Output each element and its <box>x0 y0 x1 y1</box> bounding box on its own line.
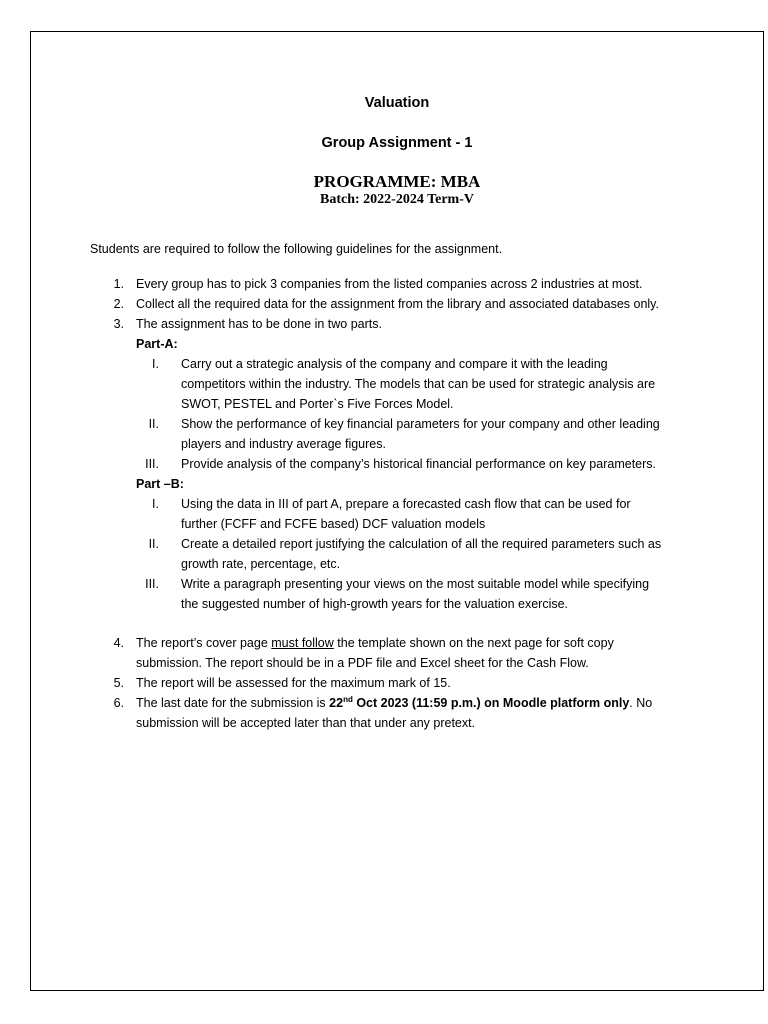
item-4-line-2: submission. The report should be in a PDF file and Excel sheet for the Cash Flow. <box>136 656 589 670</box>
course-title: Valuation <box>364 95 430 111</box>
roman-numeral: I. <box>152 497 159 511</box>
deadline-text: Oct 2023 (11:59 p.m.) on Moodle platform only <box>352 696 630 710</box>
part-a-2-line: players and industry average figures. <box>181 437 386 451</box>
part-a-3-line: Provide analysis of the company’s historical financial performance on key parameters. <box>181 457 656 471</box>
text-span: . No <box>629 696 653 710</box>
roman-numeral: III. <box>145 457 159 471</box>
part-a-1-line: Carry out a strategic analysis of the company and compare it with the leading <box>181 357 608 371</box>
item-number: 6. <box>113 696 124 710</box>
document-page <box>30 31 764 991</box>
item-1-text: Every group has to pick 3 companies from the listed companies across 2 industries at most. <box>136 277 643 291</box>
item-6-line-1 <box>136 693 652 713</box>
intro-text: Students are required to follow the following guidelines for the assignment. <box>90 242 503 256</box>
assignment-title: Group Assignment - 1 <box>321 135 473 151</box>
part-b-3-line: the suggested number of high-growth years for the valuation exercise. <box>181 597 569 611</box>
roman-numeral: III. <box>145 577 159 591</box>
part-b-1-line: further (FCFF and FCFE based) DCF valuation models <box>181 517 486 531</box>
item-number: 2. <box>113 297 124 311</box>
part-a-2-line: Show the performance of key financial parameters for your company and other leading <box>181 417 660 431</box>
item-number: 1. <box>113 277 124 291</box>
deadline-day: 22 <box>329 696 344 710</box>
roman-numeral: I. <box>152 357 159 371</box>
item-number: 4. <box>113 636 124 650</box>
part-a-1-line: competitors within the industry. The models that can be used for strategic analysis are <box>181 377 656 391</box>
part-b-1-line: Using the data in III of part A, prepare a forecasted cash flow that can be used for <box>181 497 631 511</box>
part-b-2-line: Create a detailed report justifying the calculation of all the required parameters such as <box>181 537 662 551</box>
item-2-text: Collect all the required data for the assignment from the library and associated databases only. <box>136 297 659 311</box>
ordinal-suffix: nd <box>343 694 353 704</box>
part-a-1-line: SWOT, PESTEL and Porter`s Five Forces Model. <box>181 397 454 411</box>
item-5-text: The report will be assessed for the maximum mark of 15. <box>136 676 451 690</box>
item-3-text: The assignment has to be done in two parts. <box>136 317 382 331</box>
part-b-heading: Part –B: <box>136 477 184 491</box>
part-b-3-line: Write a paragraph presenting your views on the most suitable model while specifying <box>181 577 650 591</box>
item-4-line-1 <box>136 633 614 653</box>
roman-numeral: II. <box>148 537 159 551</box>
roman-numeral: II. <box>148 417 159 431</box>
underlined-text: must follow <box>271 636 334 650</box>
batch-title: Batch: 2022-2024 Term-V <box>320 192 474 207</box>
part-b-2-line: growth rate, percentage, etc. <box>181 557 341 571</box>
text-span: the template shown on the next page for soft copy <box>333 636 614 650</box>
programme-title: PROGRAMME: MBA <box>313 172 481 191</box>
item-6-line-2: submission will be accepted later than that under any pretext. <box>136 716 476 730</box>
text-span: The last date for the submission is <box>136 696 330 710</box>
item-number: 3. <box>113 317 124 331</box>
text-span: The report’s cover page <box>136 636 272 650</box>
part-a-heading: Part-A: <box>136 337 178 351</box>
item-number: 5. <box>113 676 124 690</box>
